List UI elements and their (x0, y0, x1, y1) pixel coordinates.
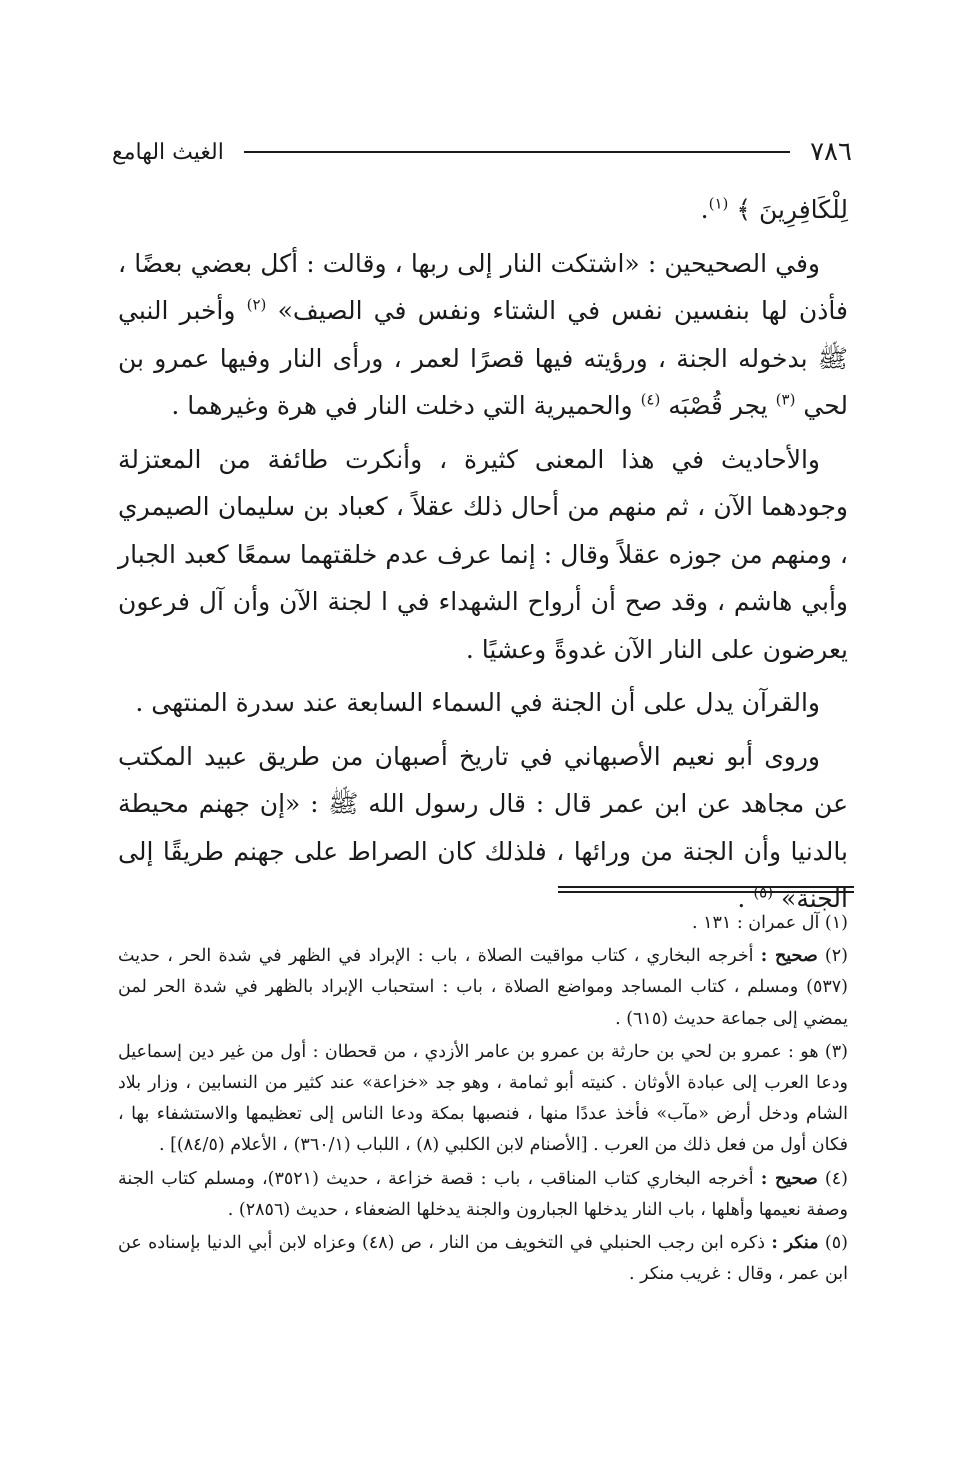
paragraph-sahihain (118, 240, 848, 430)
footnote-text: أخرجه البخاري كتاب المناقب ، باب : قصة خزاعة ، حديث (٣٥٢١)، ومسلم كتاب الجنة وصفة نعيمها وأهلها ، باب النار يدخلها الجبارون والجنة يدخلها الضعفاء ، حديث (٢٨٥٦) . (118, 1168, 848, 1220)
verse-period: . (700, 195, 709, 224)
main-text (118, 186, 848, 929)
paragraph-text: وفي الصحيحين : «اشتكت النار إلى ربها ، وقالت : أكل بعضي بعضًا ، فأذن لها بنفسين نفس في الشتاء ونفس في الصيف» (118, 248, 848, 325)
footnote-1: (١) آل عمران : ١٣١ . (691, 913, 848, 933)
paragraph-text: والحميرية التي دخلت النار في هرة وغيرهما . (171, 391, 633, 420)
running-title: الغيث الهامع (112, 139, 224, 165)
footnote-ref-1[interactable]: (١) (708, 194, 729, 213)
footnote-2 (118, 941, 848, 1035)
footnote-4 (118, 1164, 848, 1226)
footnote-text: أخرجه البخاري ، كتاب مواقيت الصلاة ، باب : الإبراد في الظهر في شدة الحر ، حديث (٥٣٧) ومسلم ، كتاب المساجد ومواضع الصلاة ، باب : استحباب الإبراد بالظهر في شدة الحر لمن يمضي إلى جماعة حديث (٦١٥) . (118, 946, 848, 1029)
footnote-5 (118, 1228, 848, 1290)
hadith-grade: صحيح : (760, 946, 818, 967)
paragraph-abu-nuaym (118, 733, 848, 923)
footnote-ref-5[interactable]: (٥) (753, 883, 774, 902)
paragraph-quran: والقرآن يدل على أن الجنة في السماء السابعة عند سدرة المنتهى . (135, 688, 820, 717)
page-number: ٧٨٦ (810, 137, 852, 167)
verse-text: لِلْكَافِرِينَ ﴾ (736, 195, 848, 224)
footnote-number: (٤) (824, 1168, 848, 1189)
footnote-separator (558, 886, 854, 893)
footnote-ref-3[interactable]: (٣) (775, 390, 796, 409)
footnote-ref-4[interactable]: (٤) (640, 390, 661, 409)
footnote-number: (٥) (824, 1233, 848, 1254)
paragraph-text: وروى أبو نعيم الأصبهاني في تاريخ أصبهان من طريق عبيد المكتب عن مجاهد عن ابن عمر قال : قال رسول الله ﷺ : «إن جهنم محيطة بالدنيا وأن الجنة من ورائها ، فلذلك كان الصراط على جهنم طريقًا إلى الجنة» (118, 741, 848, 913)
hadith-grade: صحيح : (760, 1168, 818, 1189)
paragraph-mutazila: والأحاديث في هذا المعنى كثيرة ، وأنكرت طائفة من المعتزلة وجودهما الآن ، ثم منهم من أحال ذلك عقلاً ، كعباد بن سليمان الصيمري ، ومنهم من جوزه عقلاً وقال : إنما عرف عدم خلقتهما سمعًا كعبد الجبار وأبي هاشم ، وقد صح أن أرواح الشهداء في ا لجنة الآن وأن آل فرعون يعرضون على النار الآن غدوةً وعشيًا . (118, 444, 848, 664)
verse-ending (118, 186, 848, 234)
paragraph-text: وأخبر النبي ﷺ بدخوله الجنة ، ورؤيته فيها قصرًا لعمر ، ورأى النار وفيها عمرو بن لحي (118, 296, 848, 420)
footnote-ref-2[interactable]: (٢) (246, 295, 267, 314)
header-rule (244, 151, 790, 153)
page-header (112, 132, 852, 172)
paragraph-period: . (737, 884, 746, 913)
footnotes (118, 908, 848, 1292)
footnote-number: (٢) (824, 946, 848, 967)
hadith-grade: منكر : (771, 1233, 819, 1254)
paragraph-text: يجر قُصْبَه (668, 391, 768, 420)
footnote-3: (٣) هو : عمرو بن لحي بن حارثة بن عمرو بن عامر الأزدي ، من قحطان : أول من غير دين إسماعيل ودعا العرب إلى عبادة الأوثان . كنيته أبو ثمامة ، وهو جد «خزاعة» عند كثير من النسابين ، وزار بلاد الشام ودخل أرض «مآب» فأخذ عددًا منها ، فنصبها بمكة ودعا الناس إلى تعظيمها والاستشفاء بها ، فكان أول من فعل ذلك من العرب . [الأصنام لابن الكلبي (٨) ، اللباب (٣٦٠/١) ، الأعلام (٨٤/٥)] . (118, 1041, 848, 1156)
footnote-text: ذكره ابن رجب الحنبلي في التخويف من النار ، ص (٤٨) وعزاه لابن أبي الدنيا بإسناده عن ابن عمر ، وقال : غريب منكر . (118, 1233, 848, 1285)
